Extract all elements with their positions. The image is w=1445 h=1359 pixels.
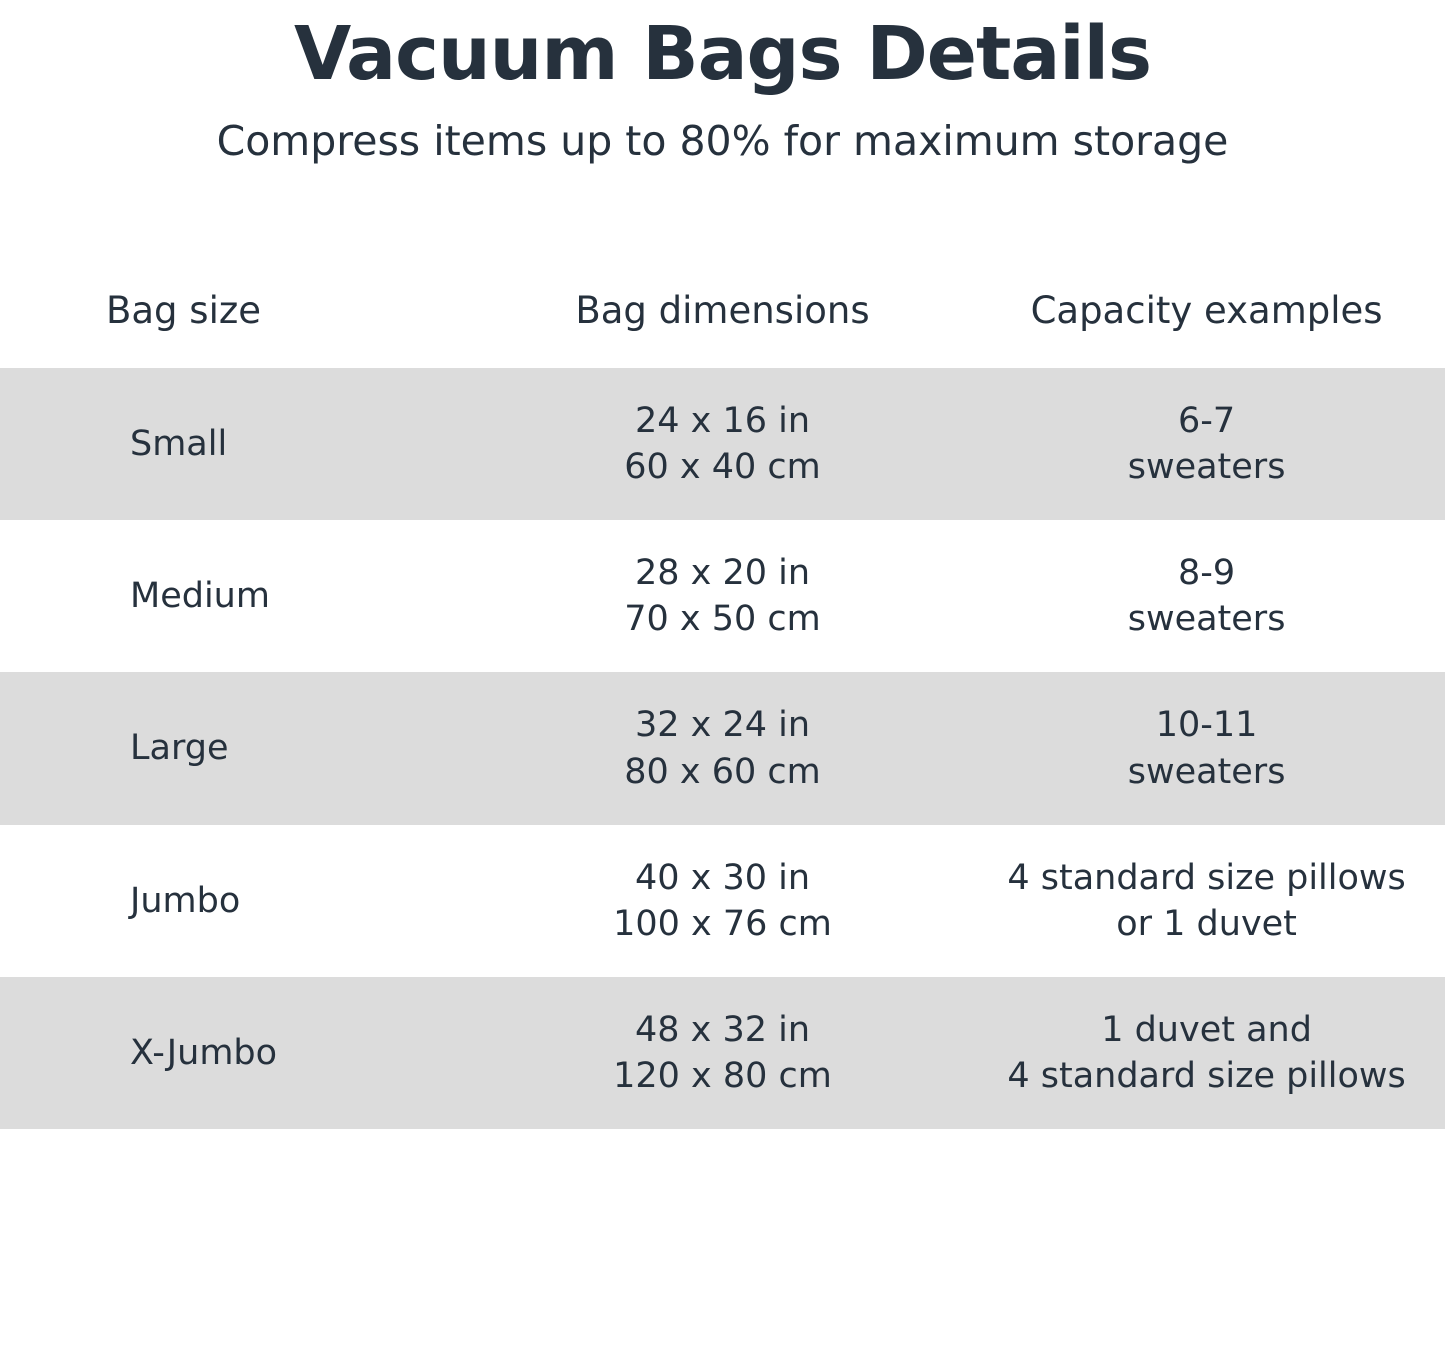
cell-bag-size: Medium bbox=[0, 520, 477, 672]
cell-capacity bbox=[968, 368, 1445, 520]
cell-bag-size: Large bbox=[0, 672, 477, 824]
dimension-centimeters: 120 x 80 cm bbox=[613, 1056, 832, 1097]
cell-bag-dimensions bbox=[477, 825, 968, 977]
table-header-row bbox=[0, 289, 1445, 368]
capacity-line-2: sweaters bbox=[1127, 599, 1286, 640]
cell-bag-dimensions bbox=[477, 977, 968, 1129]
cell-capacity bbox=[968, 520, 1445, 672]
table-body bbox=[0, 368, 1445, 1130]
capacity-line-2: sweaters bbox=[1127, 751, 1286, 792]
dimension-centimeters: 70 x 50 cm bbox=[624, 599, 821, 640]
table-row bbox=[0, 368, 1445, 520]
cell-capacity bbox=[968, 672, 1445, 824]
page-header bbox=[0, 0, 1445, 167]
table-row bbox=[0, 520, 1445, 672]
column-header-bag-dimensions: Bag dimensions bbox=[477, 289, 968, 368]
capacity-line-1: 6-7 bbox=[1177, 400, 1236, 441]
capacity-line-1: 10-11 bbox=[1155, 705, 1258, 746]
cell-bag-dimensions bbox=[477, 672, 968, 824]
table-header bbox=[0, 289, 1445, 368]
page-title: Vacuum Bags Details bbox=[293, 11, 1152, 97]
dimension-inches: 28 x 20 in bbox=[634, 552, 811, 593]
capacity-line-1: 1 duvet and bbox=[1101, 1010, 1312, 1051]
column-header-capacity-examples: Capacity examples bbox=[968, 289, 1445, 368]
dimension-centimeters: 100 x 76 cm bbox=[613, 903, 832, 944]
capacity-line-2: or 1 duvet bbox=[1116, 903, 1297, 944]
capacity-line-1: 8-9 bbox=[1177, 552, 1236, 593]
cell-bag-size: Small bbox=[0, 368, 477, 520]
cell-bag-dimensions bbox=[477, 368, 968, 520]
cell-capacity bbox=[968, 977, 1445, 1129]
cell-bag-size: Jumbo bbox=[0, 825, 477, 977]
cell-bag-dimensions bbox=[477, 520, 968, 672]
capacity-line-2: 4 standard size pillows bbox=[1007, 1056, 1406, 1097]
dimension-centimeters: 60 x 40 cm bbox=[624, 446, 821, 487]
capacity-line-2: sweaters bbox=[1127, 446, 1286, 487]
dimension-inches: 32 x 24 in bbox=[634, 705, 811, 746]
cell-capacity bbox=[968, 825, 1445, 977]
page-subtitle: Compress items up to 80% for maximum storage bbox=[216, 117, 1229, 166]
dimension-inches: 48 x 32 in bbox=[634, 1010, 811, 1051]
dimension-inches: 40 x 30 in bbox=[634, 857, 811, 898]
table-row bbox=[0, 977, 1445, 1129]
table-row bbox=[0, 672, 1445, 824]
capacity-line-1: 4 standard size pillows bbox=[1007, 857, 1406, 898]
bag-specs-table bbox=[0, 289, 1445, 1130]
column-header-bag-size: Bag size bbox=[0, 289, 477, 368]
dimension-centimeters: 80 x 60 cm bbox=[624, 751, 821, 792]
table-row bbox=[0, 825, 1445, 977]
cell-bag-size: X-Jumbo bbox=[0, 977, 477, 1129]
dimension-inches: 24 x 16 in bbox=[634, 400, 811, 441]
